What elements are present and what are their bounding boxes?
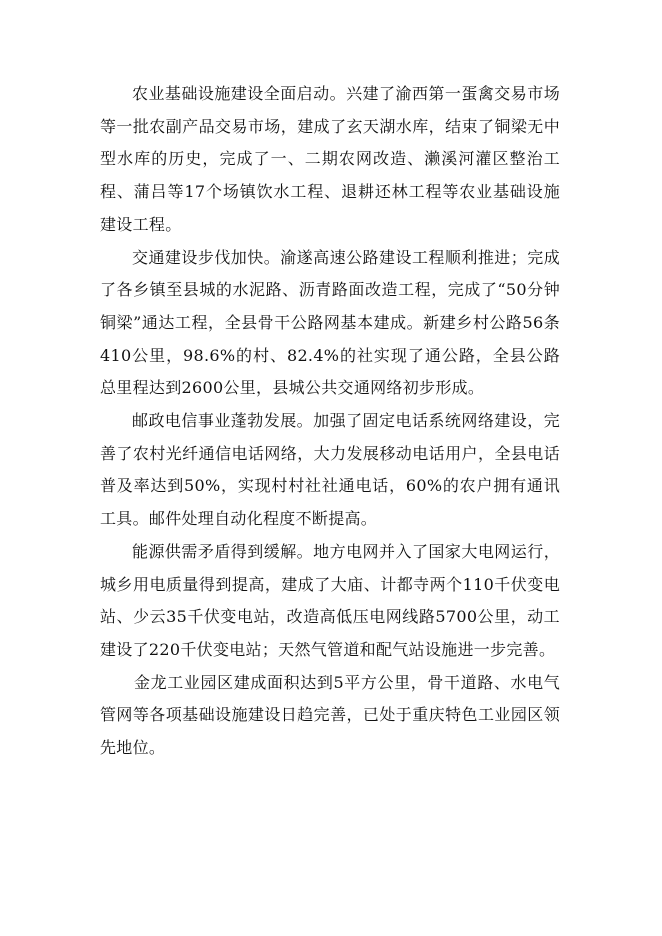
paragraph-transportation: 交通建设步伐加快。渝遂高速公路建设工程顺利推进；完成了各乡镇至县城的水泥路、沥青路面改造工程，完成了“50分钟铜梁”通达工程，全县骨干公路网基本建成。新建乡村公路56条410公里，98.6%的村、82.4%的社实现了通公路，全县公路总里程达到2600公里，县城公共交通网络初步形成。 <box>100 247 560 398</box>
paragraph-energy: 能源供需矛盾得到缓解。地方电网并入了国家大电网运行，城乡用电质量得到提高，建成了大庙、计都寺两个110千伏变电站、少云35千伏变电站，改造高低压电网线路5700公里，动工建设了220千伏变电站；天然气管道和配气站设施进一步完善。 <box>100 541 560 659</box>
paragraph-industrial-park: 金龙工业园区建成面积达到5平方公里，骨干道路、水电气管网等各项基础设施建设日趋完善，已处于重庆特色工业园区领先地位。 <box>100 672 560 758</box>
document-body <box>100 78 560 765</box>
paragraph-post-telecom: 邮政电信事业蓬勃发展。加强了固定电话系统网络建设，完善了农村光纤通信电话网络，大力发展移动电话用户，全县电话普及率达到50%，实现村村社社通电话，60%的农户拥有通讯工具。邮件处理自动化程度不断提高。 <box>100 411 560 529</box>
paragraph-agriculture-infrastructure: 农业基础设施建设全面启动。兴建了渝西第一蛋禽交易市场等一批农副产品交易市场，建成了玄天湖水库，结束了铜梁无中型水库的历史，完成了一、二期农网改造、濑溪河灌区整治工程、蒲吕等17个场镇饮水工程、退耕还林工程等农业基础设施建设工程。 <box>100 84 560 234</box>
